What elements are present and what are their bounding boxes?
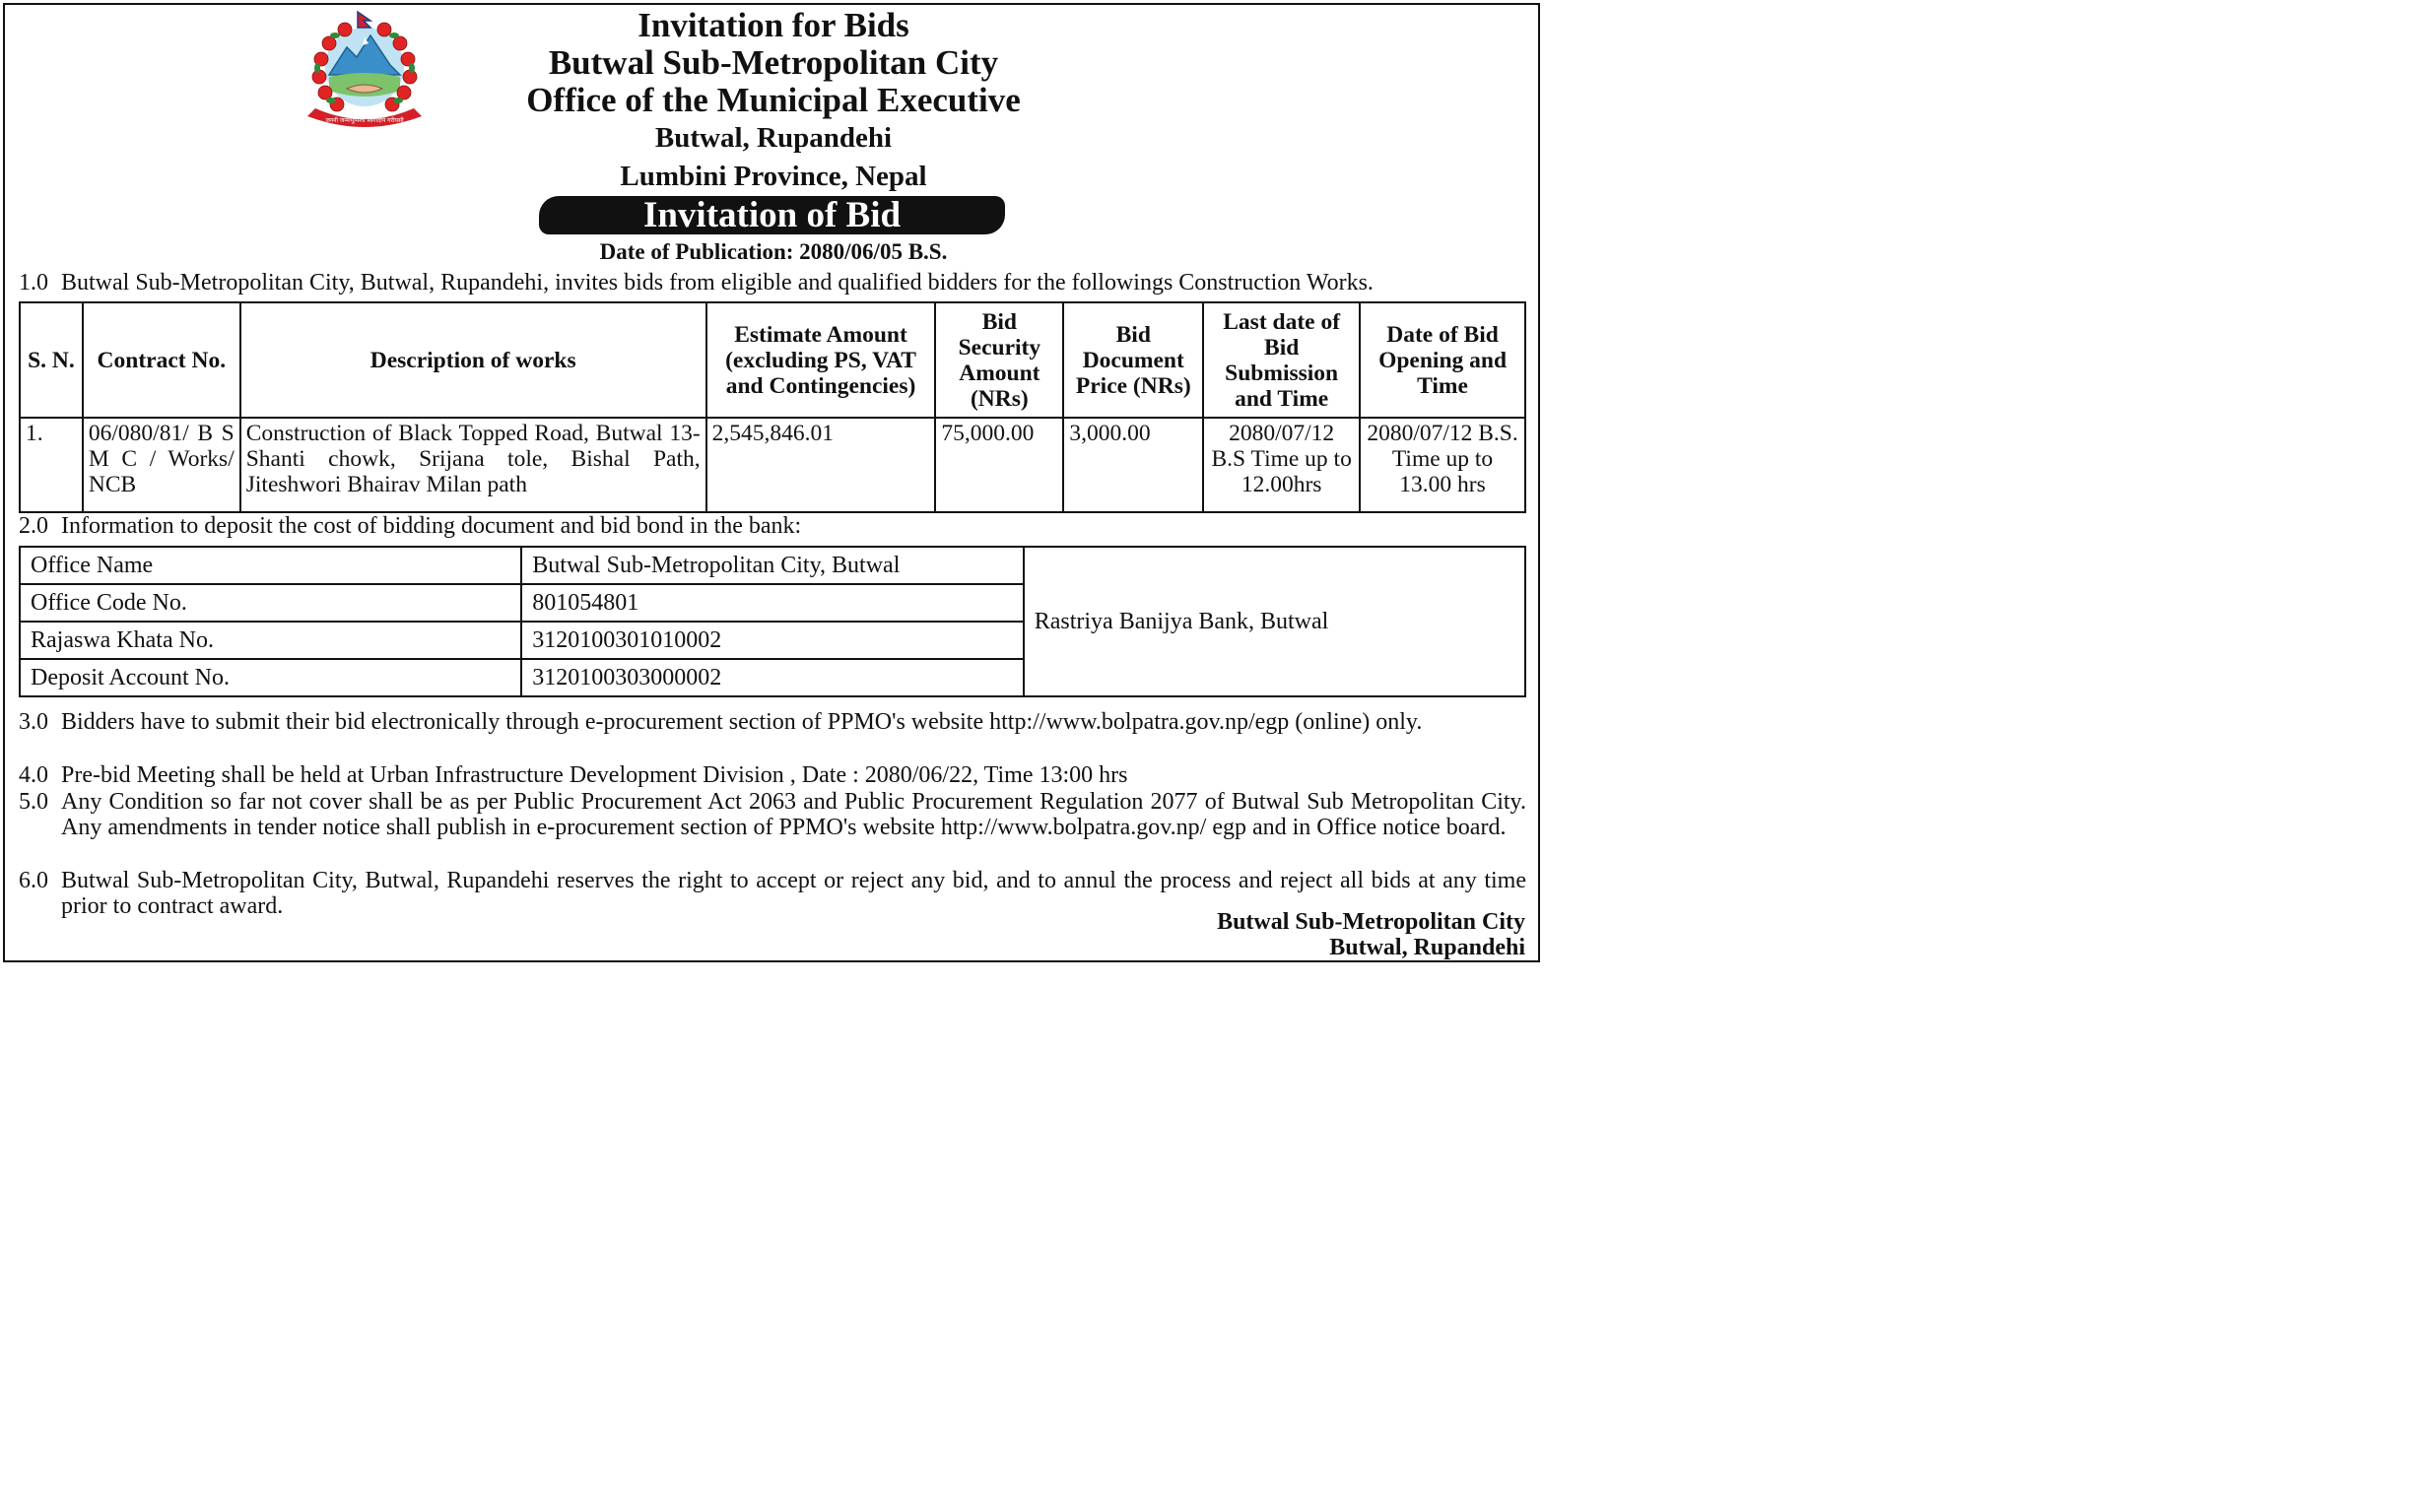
paragraph-4: [19, 762, 1526, 788]
table-row: [20, 547, 1525, 584]
header-opening-date: Date of Bid Opening and Time: [1360, 302, 1525, 418]
table-header-row: [20, 302, 1525, 418]
bank-label-deposit-account: Deposit Account No.: [20, 659, 521, 696]
invitation-banner: Invitation of Bid: [539, 196, 1005, 234]
paragraph-text: Butwal Sub-Metropolitan City, Butwal, Rupandehi reserves the right to accept or reject any bid, and to annul the process and reject all bids at any time prior to contract award.: [61, 868, 1526, 919]
signature-organization: Butwal Sub-Metropolitan City: [1217, 909, 1525, 935]
bank-value-deposit-account: 3120100303000002: [521, 659, 1023, 696]
province: Lumbini Province, Nepal: [620, 161, 927, 192]
paragraph-number: 5.0: [19, 789, 48, 815]
cell-description: Construction of Black Topped Road, Butwal 13- Shanti chowk, Srijana tole, Bishal Path, Jiteshwori Bhairav Milan path: [240, 418, 706, 512]
header-sn: S. N.: [20, 302, 83, 418]
header-contract-no: Contract No.: [83, 302, 240, 418]
paragraph-1: [19, 270, 1526, 296]
cell-last-date: 2080/07/12 B.S Time up to 12.00hrs: [1203, 418, 1360, 512]
office-location: Butwal, Rupandehi: [654, 122, 893, 154]
header-last-date: Last date of Bid Submission and Time: [1203, 302, 1360, 418]
cell-sn: 1.: [20, 418, 83, 512]
header-bid-security: Bid Security Amount (NRs): [935, 302, 1063, 418]
bank-value-office-name: Butwal Sub-Metropolitan City, Butwal: [521, 547, 1023, 584]
bids-table: [19, 301, 1526, 513]
cell-bid-security: 75,000.00: [935, 418, 1063, 512]
paragraph-3: [19, 709, 1526, 760]
header-description: Description of works: [240, 302, 706, 418]
bank-name: Rastriya Banijya Bank, Butwal: [1024, 547, 1525, 696]
bank-label-rajaswa-khata: Rajaswa Khata No.: [20, 622, 521, 659]
bank-value-rajaswa-khata: 3120100301010002: [521, 622, 1023, 659]
cell-contract-no: 06/080/81/ B S M C / Works/ NCB: [83, 418, 240, 512]
paragraph-text: Information to deposit the cost of bidding document and bid bond in the bank:: [61, 513, 802, 539]
paragraph-number: 6.0: [19, 868, 48, 893]
cell-opening-date: 2080/07/12 B.S. Time up to 13.00 hrs: [1360, 418, 1525, 512]
paragraph-2: [19, 513, 1526, 539]
bank-label-office-name: Office Name: [20, 547, 521, 584]
svg-text:जननी जन्मभूमिश्च स्वर्गादपि गर: जननी जन्मभूमिश्च स्वर्गादपि गरीयसी: [325, 117, 404, 124]
signature-location: Butwal, Rupandehi: [1329, 935, 1525, 960]
publication-date: Date of Publication: 2080/06/05 B.S.: [599, 239, 948, 264]
cell-estimate-amount: 2,545,846.01: [706, 418, 936, 512]
nepal-emblem-icon: [296, 6, 434, 132]
paragraph-5: [19, 789, 1526, 866]
notice-title: Invitation for Bids: [637, 6, 909, 44]
paragraph-number: 4.0: [19, 762, 48, 788]
bank-value-office-code: 801054801: [521, 584, 1023, 622]
bank-label-office-code: Office Code No.: [20, 584, 521, 622]
paragraph-number: 3.0: [19, 709, 48, 735]
paragraph-text: Butwal Sub-Metropolitan City, Butwal, Rupandehi, invites bids from eligible and qualified bidders for the followings Construction Works.: [61, 270, 1374, 296]
bank-info-table: [19, 546, 1526, 697]
paragraph-text: Pre-bid Meeting shall be held at Urban Infrastructure Development Division , Date : 2080/06/22, Time 13:00 hrs: [61, 762, 1128, 788]
table-row: [20, 418, 1525, 512]
office-name: Office of the Municipal Executive: [526, 81, 1021, 119]
header-estimate-amount: Estimate Amount (excluding PS, VAT and Contingencies): [706, 302, 936, 418]
paragraph-text: Bidders have to submit their bid electronically through e-procurement section of PPMO's website http://www.bolpatra.gov.np/egp (online) only.: [61, 709, 1423, 735]
organization-name: Butwal Sub-Metropolitan City: [548, 43, 999, 82]
paragraph-text: Any Condition so far not cover shall be as per Public Procurement Act 2063 and Public Procurement Regulation 2077 of Butwal Sub Metropolitan City. Any amendments in tender notice shall publish in e-procurement section of PPMO's website http://www.bolpatra.gov.np/ egp and in Office notice board.: [61, 789, 1526, 840]
paragraph-number: 1.0: [19, 270, 48, 296]
cell-document-price: 3,000.00: [1063, 418, 1203, 512]
header-document-price: Bid Document Price (NRs): [1063, 302, 1203, 418]
paragraph-number: 2.0: [19, 513, 48, 539]
